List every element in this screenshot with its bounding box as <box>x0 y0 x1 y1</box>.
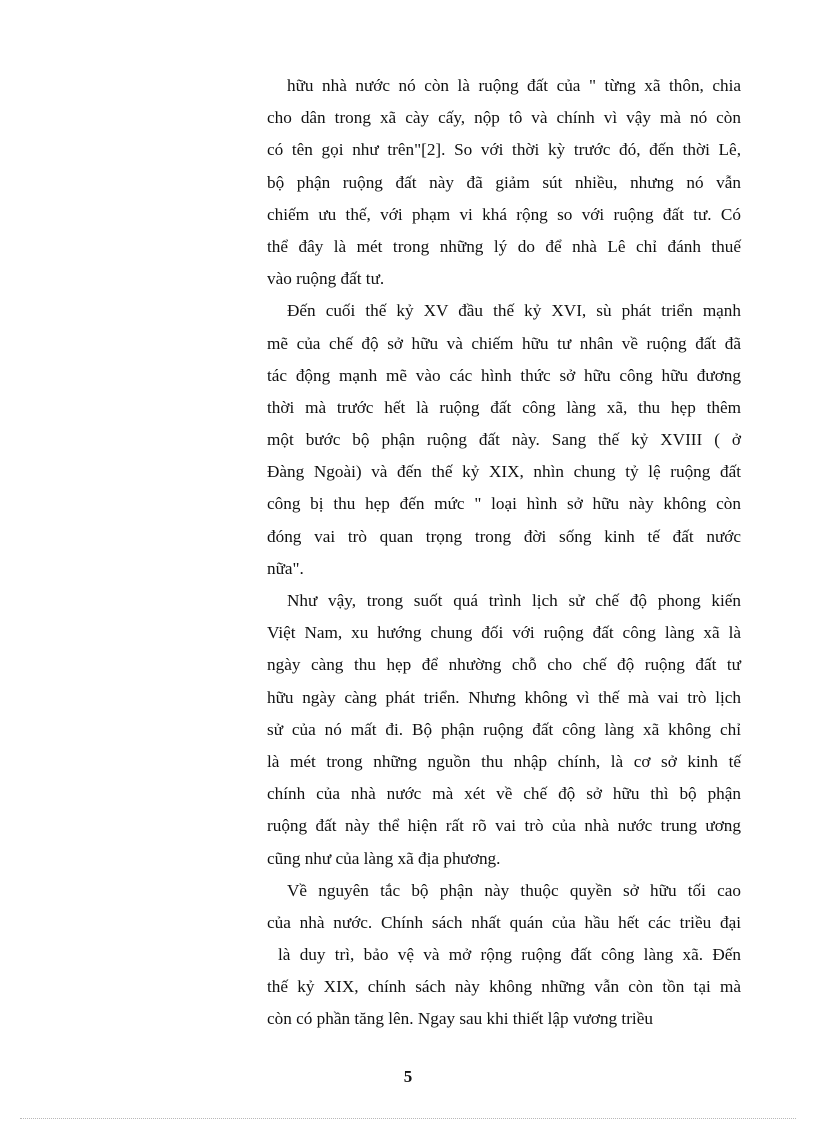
text-line: chính của nhà nước mà xét về chế độ sở hữu thì bộ phận <box>267 784 741 804</box>
text-line: Đến cuối thế kỷ XV đầu thế kỷ XVI, sù phát triển mạnh <box>287 301 741 321</box>
text-line: còn có phần tăng lên. Ngay sau khi thiết lập vương triều <box>267 1009 653 1029</box>
text-line: Như vậy, trong suốt quá trình lịch sử chế độ phong kiến <box>287 591 741 610</box>
text-line: cũng như của làng xã địa phương. <box>267 848 501 868</box>
text-line: hữu nhà nước nó còn là ruộng đất của " từng xã thôn, chia <box>287 76 741 95</box>
page-bottom-border <box>20 1118 796 1119</box>
text-line: ngày càng thu hẹp để nhường chỗ cho chế độ ruộng đất tư <box>267 655 741 675</box>
text-line: sử của nó mất đi. Bộ phận ruộng đất công làng xã không chỉ <box>267 719 741 739</box>
text-line: tác động mạnh mẽ vào các hình thức sở hữu công hữu đương <box>267 365 741 385</box>
text-line: Đàng Ngoài) và đến thế kỷ XIX, nhìn chung tỷ lệ ruộng đất <box>267 462 741 482</box>
text-line: mẽ của chế độ sở hữu và chiếm hữu tư nhân về ruộng đất đã <box>267 333 741 353</box>
text-line: thể đây là mét trong những lý do để nhà Lê chỉ đánh thuế <box>267 236 741 256</box>
text-line: vào ruộng đất tư. <box>267 269 385 289</box>
body-text <box>267 70 741 1036</box>
text-line: công bị thu hẹp đến mức " loại hình sở hữu này không còn <box>267 494 741 514</box>
text-line: bộ phận ruộng đất này đã giảm sút nhiều, nhưng nó vẫn <box>267 172 741 192</box>
text-line: chiếm ưu thế, với phạm vi khá rộng so với ruộng đất tư. Có <box>267 204 741 224</box>
text-line: ruộng đất này thể hiện rất rõ vai trò của nhà nước trung ương <box>267 816 741 836</box>
text-line: Về nguyên tắc bộ phận này thuộc quyền sở hữu tối cao <box>287 880 741 900</box>
text-line: nữa". <box>267 558 304 578</box>
text-line: thời mà trước hết là ruộng đất công làng xã, thu hẹp thêm <box>267 397 741 417</box>
text-line: một bước bộ phận ruộng đất này. Sang thế kỷ XVIII ( ở <box>267 430 741 450</box>
text-line: đóng vai trò quan trọng trong đời sống kinh tế đất nước <box>267 526 741 546</box>
text-line: thế kỷ XIX, chính sách này không những vẫn còn tồn tại mà <box>267 977 741 997</box>
text-line: là mét trong những nguồn thu nhập chính, là cơ sở kinh tế <box>267 751 741 771</box>
text-line: Việt Nam, xu hướng chung đối với ruộng đất công làng xã là <box>267 623 741 643</box>
text-line: hữu ngày càng phát triển. Nhưng không vì thế mà vai trò lịch <box>267 687 741 707</box>
text-line: cho dân trong xã cày cấy, nộp tô và chính vì vậy mà nó còn <box>267 108 741 128</box>
page-number: 5 <box>403 1067 413 1086</box>
text-line: có tên gọi như trên"[2]. So với thời kỳ trước đó, đến thời Lê, <box>267 140 741 160</box>
text-line: của nhà nước. Chính sách nhất quán của hầu hết các triều đại <box>267 912 741 932</box>
text-line: là duy trì, bảo vệ và mở rộng ruộng đất công làng xã. Đến <box>278 945 741 965</box>
